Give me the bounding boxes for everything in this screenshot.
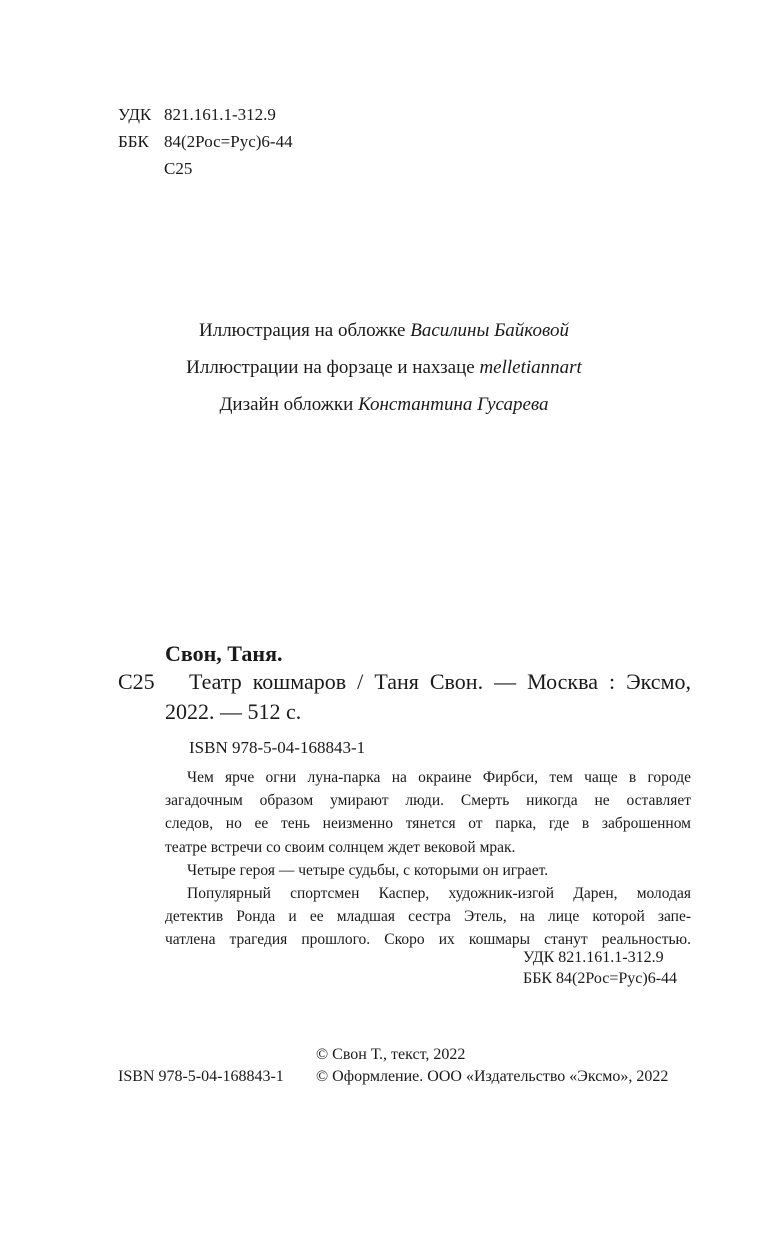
annotation-line: чатлена трагедия прошлого. Скоро их кошмары станут реальностью. [165, 931, 691, 949]
endpaper-text: Иллюстрации на форзаце и нахзаце [186, 357, 475, 378]
annotation-line: Популярный спортсмен Каспер, художник-изгой Дарен, молодая [187, 885, 691, 903]
footer-copyright-text: © Свон Т., текст, 2022 [316, 1046, 466, 1063]
endpaper-credit [0, 349, 768, 386]
catalog-isbn: ISBN 978-5-04-168843-1 [189, 738, 366, 757]
cover-design-credit [0, 386, 768, 423]
annotation-line: загадочным образом умирают люди. Смерть никогда не оставляет [165, 792, 691, 810]
bbk-row [118, 128, 293, 155]
bbk-label: ББК [118, 132, 149, 151]
author-mark-row [118, 155, 293, 182]
annotation-line: Четыре героя — четыре судьбы, с которыми он играет. [187, 861, 549, 879]
annotation-line: детектив Ронда и ее младшая сестра Этель, на лице которой запе- [165, 908, 691, 926]
catalog-title-line-1: Театр кошмаров / Таня Свон. — Москва : Эксмо, [189, 669, 691, 694]
catalog-title-line-2: 2022. — 512 с. [165, 699, 302, 724]
cover-illustration-text: Иллюстрация на обложке [199, 320, 406, 341]
annotation [165, 766, 691, 952]
annotation-bbk: ББК 84(2Рос=Рус)6-44 [523, 970, 678, 987]
cover-illustration-name: Василины Байковой [410, 320, 569, 341]
annotation-line: театре встречи со своим солнцем ждет вековой мрак. [165, 838, 516, 856]
udk-value: 821.161.1-312.9 [164, 105, 276, 124]
footer-isbn: ISBN 978-5-04-168843-1 [118, 1068, 284, 1085]
catalog-mark: С25 [118, 669, 155, 694]
cover-design-text: Дизайн обложки [219, 394, 354, 415]
annotation-udk: УДК 821.161.1-312.9 [523, 949, 664, 966]
annotation-line: Чем ярче огни луна-парка на окраине Фирбси, тем чаще в городе [187, 769, 691, 786]
udk-row [118, 101, 293, 128]
cover-illustration-credit [0, 312, 768, 349]
endpaper-name: melletiannart [479, 357, 582, 378]
author-mark: С25 [164, 159, 193, 178]
classification-codes [118, 101, 293, 182]
udk-label: УДК [118, 105, 152, 124]
catalog-author: Свон, Таня. [165, 641, 283, 666]
bbk-value: 84(2Рос=Рус)6-44 [164, 132, 293, 151]
credits-block [0, 312, 768, 423]
cover-design-name: Константина Гусарева [358, 394, 549, 415]
footer-copyright-design: © Оформление. ООО «Издательство «Эксмо», 2022 [316, 1068, 669, 1085]
annotation-line: следов, но ее тень неизменно тянется от парка, где в заброшенном [165, 815, 691, 833]
